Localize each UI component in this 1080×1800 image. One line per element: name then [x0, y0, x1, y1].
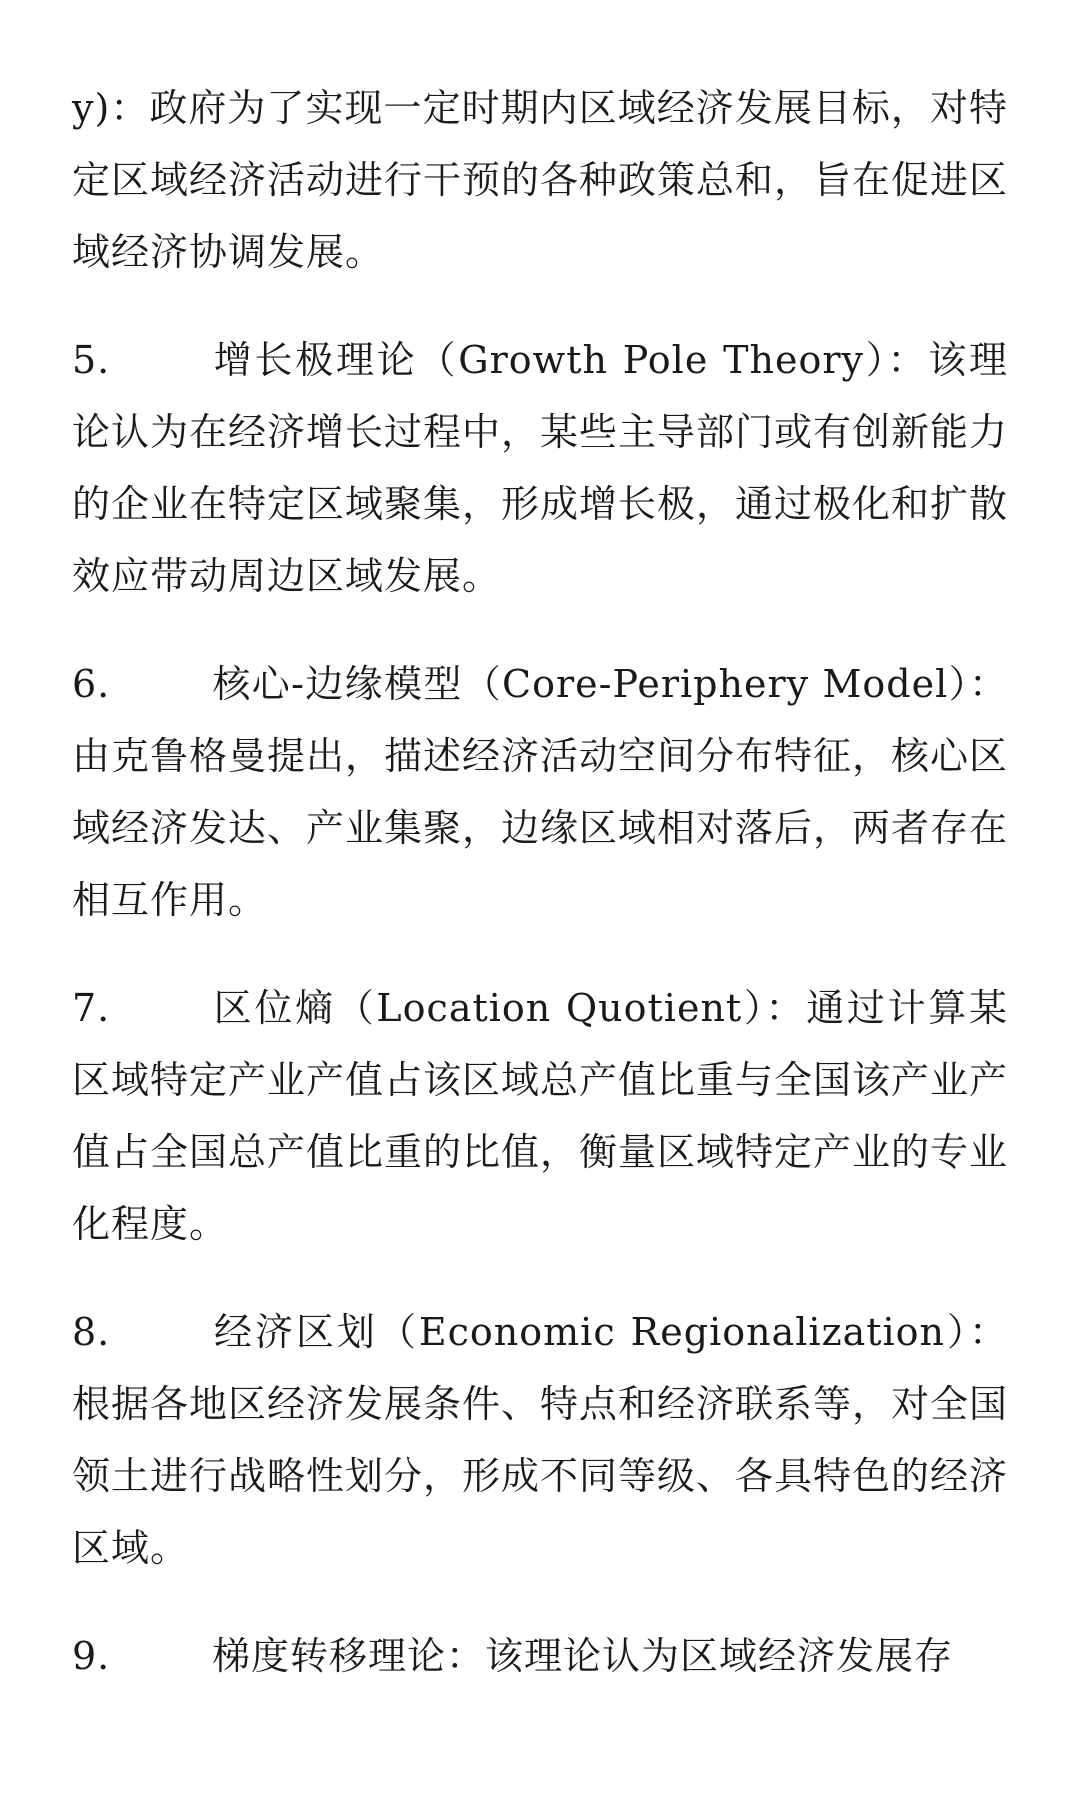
list-item [72, 972, 1008, 1260]
item-text: 增长极理论（Growth Pole Theory）：该理论认为在经济增长过程中，某些主导部门或有创新能力的企业在特定区域聚集，形成增长极，通过极化和扩散效应带动周边区域发展。 [72, 338, 1009, 598]
intro-paragraph: y)：政府为了实现一定时期内区域经济发展目标，对特定区域经济活动进行干预的各种政策总和，旨在促进区域经济协调发展。 [72, 86, 1009, 274]
item-text: 经济区划（Economic Regionalization）：根据各地区经济发展条件、特点和经济联系等，对全国领土进行战略性划分，形成不同等级、各具特色的经济区域。 [72, 1310, 1009, 1570]
item-number: 5. [72, 338, 111, 382]
item-number: 8. [72, 1310, 111, 1354]
list-item [72, 648, 1008, 936]
list-item [72, 324, 1008, 612]
item-number: 7. [72, 986, 111, 1030]
item-number: 6. [72, 662, 111, 706]
item-number: 9. [72, 1634, 111, 1678]
item-text: 梯度转移理论：该理论认为区域经济发展存 [212, 1634, 954, 1678]
item-text: 区位熵（Location Quotient）：通过计算某区域特定产业产值占该区域总产值比重与全国该产业产值占全国总产值比重的比值，衡量区域特定产业的专业化程度。 [72, 986, 1009, 1246]
item-text: 核心-边缘模型（Core-Periphery Model）：由克鲁格曼提出，描述经济活动空间分布特征，核心区域经济发达、产业集聚，边缘区域相对落后，两者存在相互作用。 [72, 662, 1009, 922]
list-item [72, 1296, 1008, 1584]
list-item [72, 1620, 1008, 1692]
